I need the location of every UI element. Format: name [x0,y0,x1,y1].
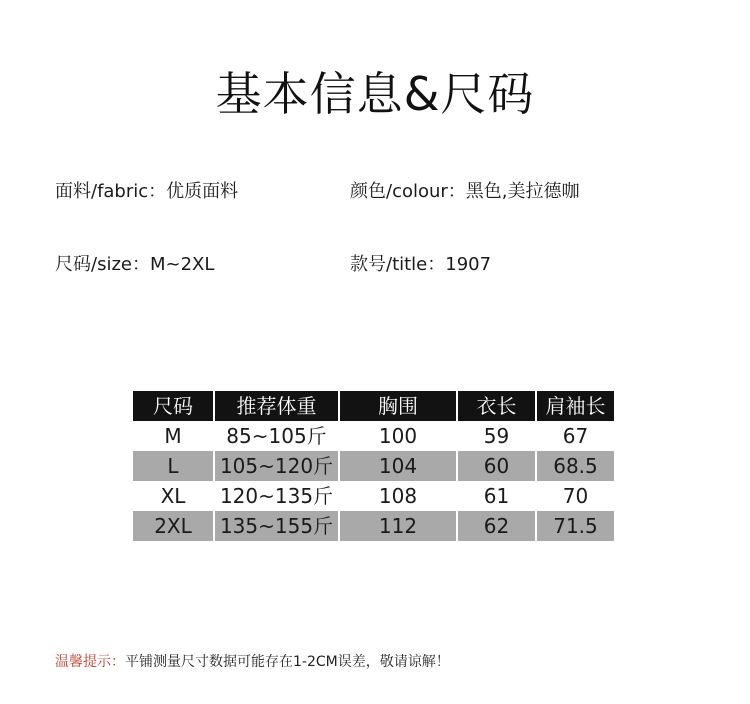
size-value: M~2XL [149,254,215,275]
table-cell: 59 [458,421,535,451]
header-chest: 胸围 [340,391,456,421]
table-cell: 62 [458,511,535,541]
size-chart-table [131,391,616,541]
color-label: 颜色/colour： [350,181,466,202]
table-cell: 135~155斤 [215,511,338,541]
table-cell: 2XL [133,511,213,541]
table-cell: 68.5 [537,451,614,481]
table-row [133,511,614,541]
table-cell: 71.5 [537,511,614,541]
tip-text: 平铺测量尺寸数据可能存在1-2CM误差，敬请谅解！ [125,654,450,670]
table-cell: 61 [458,481,535,511]
table-row [133,421,614,451]
header-weight: 推荐体重 [215,391,338,421]
page-title: 基本信息&尺码 [215,67,535,121]
table-cell: 112 [340,511,456,541]
table-cell: 70 [537,481,614,511]
table-row [133,451,614,481]
table-cell: 108 [340,481,456,511]
color-value: 黑色,美拉德咖 [465,181,580,202]
header-length: 衣长 [458,391,535,421]
style-number-value: 1907 [445,254,492,275]
table-cell: M [133,421,213,451]
size-info [55,253,214,277]
table-cell: 60 [458,451,535,481]
table-cell: 67 [537,421,614,451]
size-label: 尺码/size： [55,254,150,275]
tip-label: 温馨提示： [55,654,125,670]
table-row [133,481,614,511]
header-size: 尺码 [133,391,213,421]
measurement-tip [55,652,450,672]
fabric-label: 面料/fabric： [55,181,167,202]
style-number-info [350,253,491,277]
table-cell: 120~135斤 [215,481,338,511]
table-cell: 105~120斤 [215,451,338,481]
table-cell: XL [133,481,213,511]
fabric-value: 优质面料 [166,181,239,202]
table-cell: L [133,451,213,481]
header-sleeve: 肩袖长 [537,391,614,421]
table-cell: 100 [340,421,456,451]
fabric-info [55,180,238,204]
table-cell: 104 [340,451,456,481]
table-header-row [133,391,614,421]
table-cell: 85~105斤 [215,421,338,451]
color-info [350,180,580,204]
style-number-label: 款号/title： [350,254,446,275]
